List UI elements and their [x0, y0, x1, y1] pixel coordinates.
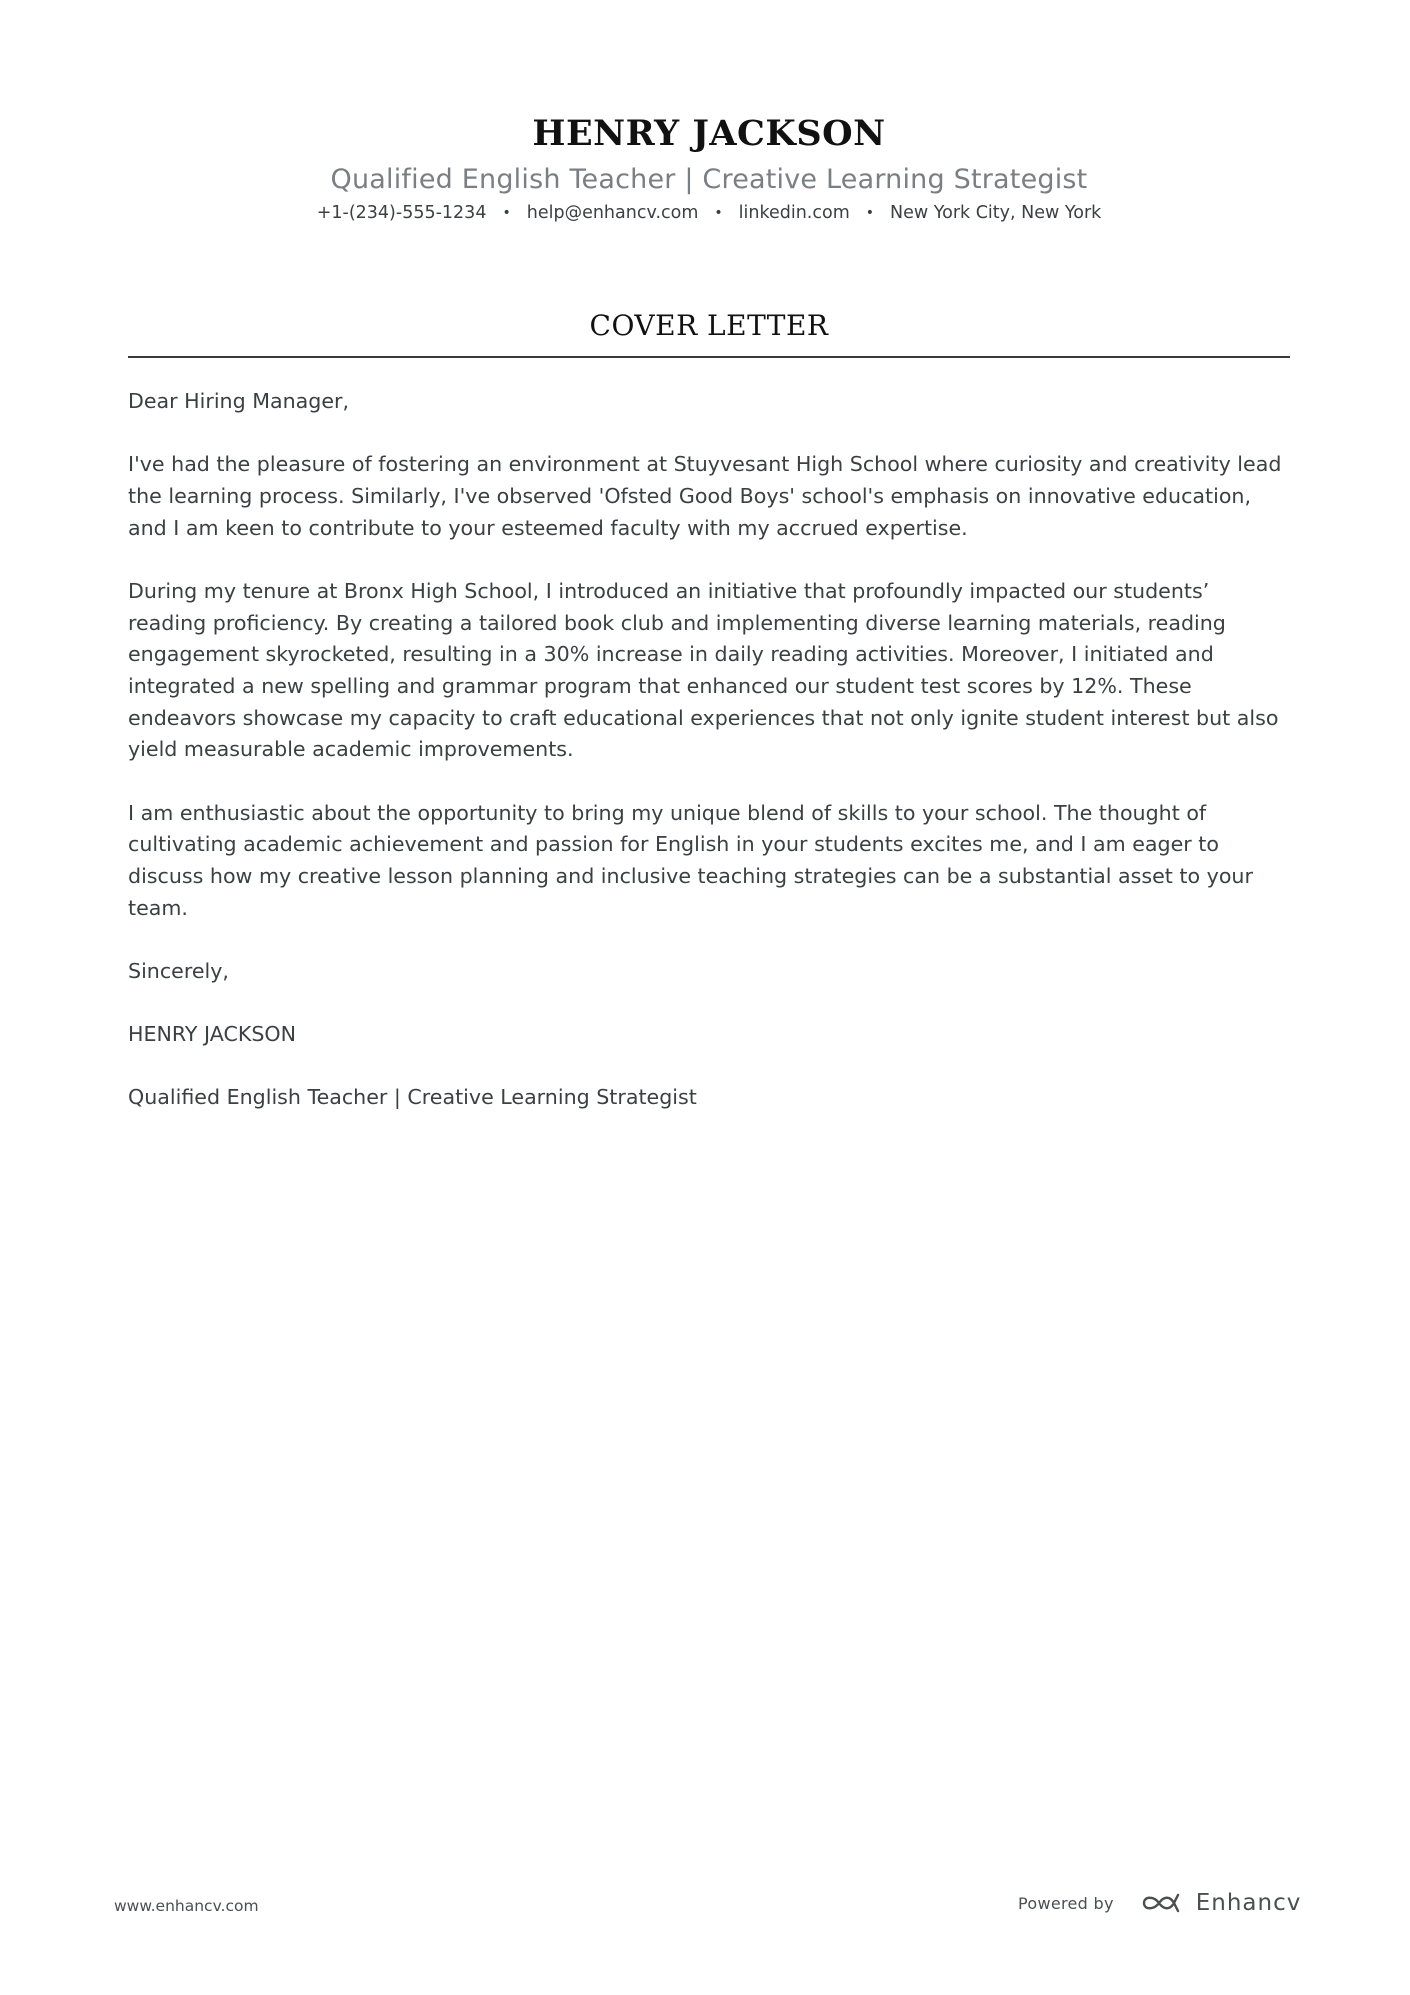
contact-location: New York City, New York	[890, 203, 1102, 223]
enhancv-logo-icon	[1140, 1890, 1184, 1916]
contact-email[interactable]: help@enhancv.com	[526, 203, 699, 223]
footer-website[interactable]: www.enhancv.com	[114, 1897, 259, 1915]
section-divider	[128, 356, 1290, 358]
contact-separator: •	[502, 205, 511, 221]
letter-closing: Sincerely,	[128, 958, 229, 983]
letter-paragraph: I've had the pleasure of fostering an environment at Stuyvesant High School where curiosity and creativity lead the learning process. Similarly, I've observed 'Ofsted Good Boys' school's emphasis on innovative education, and I am keen to contribute to your esteemed faculty with my accrued expertise.	[128, 452, 1282, 540]
section-title: COVER LETTER	[589, 309, 829, 342]
letter-body	[128, 386, 1290, 1145]
footer-branding	[1018, 1890, 1301, 1916]
applicant-name: HENRY JACKSON	[532, 113, 886, 154]
brand-name: Enhancv	[1195, 1890, 1302, 1916]
letter-greeting: Dear Hiring Manager,	[128, 389, 350, 413]
brand-logo[interactable]	[1140, 1890, 1302, 1916]
contact-info	[128, 200, 1290, 226]
powered-by-label: Powered by	[1018, 1893, 1114, 1913]
contact-phone: +1-(234)-555-1234	[316, 203, 487, 223]
contact-separator: •	[714, 205, 723, 221]
applicant-tagline: Qualified English Teacher | Creative Learning Strategist	[330, 164, 1088, 195]
signature-title: Qualified English Teacher | Creative Learning Strategist	[128, 1085, 697, 1110]
contact-linkedin[interactable]: linkedin.com	[738, 203, 850, 223]
letter-paragraph: I am enthusiastic about the opportunity to bring my unique blend of skills to your school. The thought of cultivating academic achievement and passion for English in your students excites me, and I am eager to discuss how my creative lesson planning and inclusive teaching strategies can be a substantial asset to your team.	[128, 800, 1253, 920]
letter-paragraph: During my tenure at Bronx High School, I introduced an initiative that profoundly impacted our students’ reading proficiency. By creating a tailored book club and implementing diverse learning materials, reading engagement skyrocketed, resulting in a 30% increase in daily reading activities. Moreover, I initiated and integrated a new spelling and grammar program that enhanced our student test scores by 12%. These endeavors showcase my capacity to craft educational experiences that not only ignite student interest but also yield measurable academic improvements.	[128, 578, 1279, 762]
signature-name: HENRY JACKSON	[128, 1022, 297, 1047]
header	[128, 112, 1290, 226]
contact-separator: •	[865, 205, 875, 221]
